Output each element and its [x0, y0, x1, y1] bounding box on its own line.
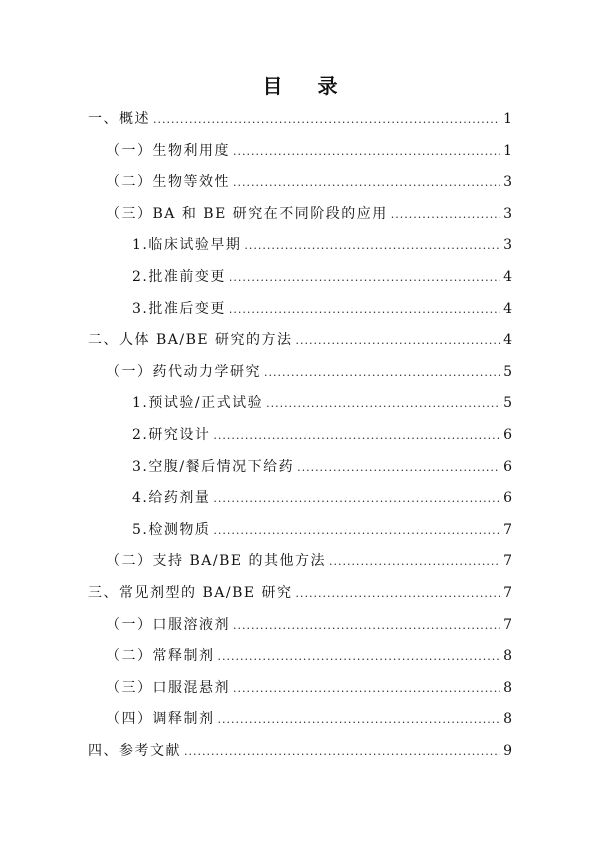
toc-entry-page-number: 7 [503, 585, 512, 601]
dot-leader [218, 645, 501, 669]
toc-entry[interactable] [132, 455, 512, 479]
toc-entry-page-number: 1 [503, 142, 512, 159]
toc-entry-label: （一）口服溶液剂 [106, 616, 230, 633]
toc-entry-page-number: 9 [503, 743, 512, 759]
dot-leader [229, 298, 500, 322]
toc-entry-label: （三）BA 和 BE 研究在不同阶段的应用 [106, 205, 388, 222]
toc-entry[interactable] [106, 707, 512, 731]
toc-entry-page-number: 3 [503, 237, 512, 254]
toc-entry[interactable] [88, 739, 512, 763]
toc-entry[interactable] [132, 518, 512, 542]
toc-entry[interactable] [132, 233, 512, 257]
toc-entry-page-number: 6 [503, 490, 512, 507]
dot-leader [264, 361, 500, 385]
dot-leader [296, 582, 500, 606]
toc-entry-page-number: 4 [503, 300, 512, 317]
dot-leader [233, 140, 500, 164]
toc-entry[interactable] [132, 391, 512, 415]
dot-leader [244, 234, 500, 258]
dot-leader [213, 519, 500, 543]
toc-entry[interactable] [88, 107, 512, 131]
dot-leader [213, 487, 500, 511]
toc-entry-page-number: 6 [503, 427, 512, 443]
toc-entry-page-number: 8 [503, 648, 512, 665]
dot-leader [329, 550, 500, 574]
toc-entry[interactable] [132, 486, 512, 510]
toc-entry[interactable] [106, 139, 512, 163]
toc-entry-page-number: 6 [503, 458, 512, 475]
toc-entry-label: 3.批准后变更 [132, 300, 226, 317]
dot-leader [229, 266, 500, 290]
toc-entry-page-number: 8 [503, 711, 512, 728]
dot-leader [213, 424, 500, 448]
dot-leader [297, 456, 500, 480]
toc-entry-label: （二）生物等效性 [106, 174, 230, 191]
toc-entry[interactable] [132, 265, 512, 289]
toc-entry-page-number: 8 [503, 679, 512, 696]
dot-leader [233, 171, 500, 195]
toc-entry-page-number: 3 [503, 205, 512, 222]
toc-entry-label: 5.检测物质 [132, 521, 211, 538]
toc-entry-page-number: 7 [503, 616, 512, 633]
toc-entry-label: 2.批准前变更 [132, 269, 226, 285]
toc-entry-page-number: 7 [503, 553, 512, 570]
dot-leader [153, 108, 500, 132]
dot-leader [233, 614, 500, 638]
toc-entry-label: 四、参考文献 [88, 743, 181, 759]
toc-entry-label: （二）常释制剂 [106, 648, 215, 665]
toc-entry[interactable] [106, 676, 512, 700]
toc-entry-page-number: 7 [503, 521, 512, 538]
toc-entry-page-number: 4 [503, 332, 512, 349]
toc-entry[interactable] [106, 613, 512, 637]
toc-entry-label: 二、人体 BA/BE 研究的方法 [88, 332, 293, 349]
toc-entry-label: （四）调释制剂 [106, 711, 215, 728]
dot-leader [266, 392, 500, 416]
dot-leader [296, 329, 500, 353]
toc-entry-page-number: 5 [503, 363, 512, 380]
toc-entry-page-number: 1 [503, 111, 512, 127]
toc-entry[interactable] [106, 170, 512, 194]
toc-entry-label: 1.预试验/正式试验 [132, 395, 264, 412]
dot-leader [391, 203, 500, 227]
toc-entry[interactable] [106, 360, 512, 384]
toc-entry[interactable] [106, 202, 512, 226]
toc-entry-label: （三）口服混悬剂 [106, 679, 230, 696]
dot-leader [233, 677, 500, 701]
toc-entry[interactable] [88, 581, 512, 605]
dot-leader [184, 740, 500, 764]
toc-entry-page-number: 5 [503, 395, 512, 412]
toc-entry-page-number: 3 [503, 174, 512, 191]
toc-entry-label: （二）支持 BA/BE 的其他方法 [106, 553, 327, 570]
page-title: 目 录 [262, 74, 352, 98]
toc-entry-label: 2.研究设计 [132, 427, 211, 443]
toc-entry-label: 三、常见剂型的 BA/BE 研究 [88, 585, 293, 601]
toc-entry-label: 一、概述 [88, 111, 150, 127]
toc-entry[interactable] [132, 423, 512, 447]
toc-entry-label: 1.临床试验早期 [132, 237, 242, 254]
toc-entry[interactable] [88, 328, 512, 352]
toc-entry-page-number: 4 [503, 269, 512, 285]
toc-entry-label: （一）生物利用度 [106, 142, 230, 159]
toc-entry[interactable] [106, 549, 512, 573]
toc-entry[interactable] [132, 297, 512, 321]
toc-entry-label: 3.空腹/餐后情况下给药 [132, 458, 295, 475]
toc-entry-label: （一）药代动力学研究 [106, 363, 261, 380]
dot-leader [218, 708, 501, 732]
toc-entry-label: 4.给药剂量 [132, 490, 211, 507]
toc-entry[interactable] [106, 644, 512, 668]
